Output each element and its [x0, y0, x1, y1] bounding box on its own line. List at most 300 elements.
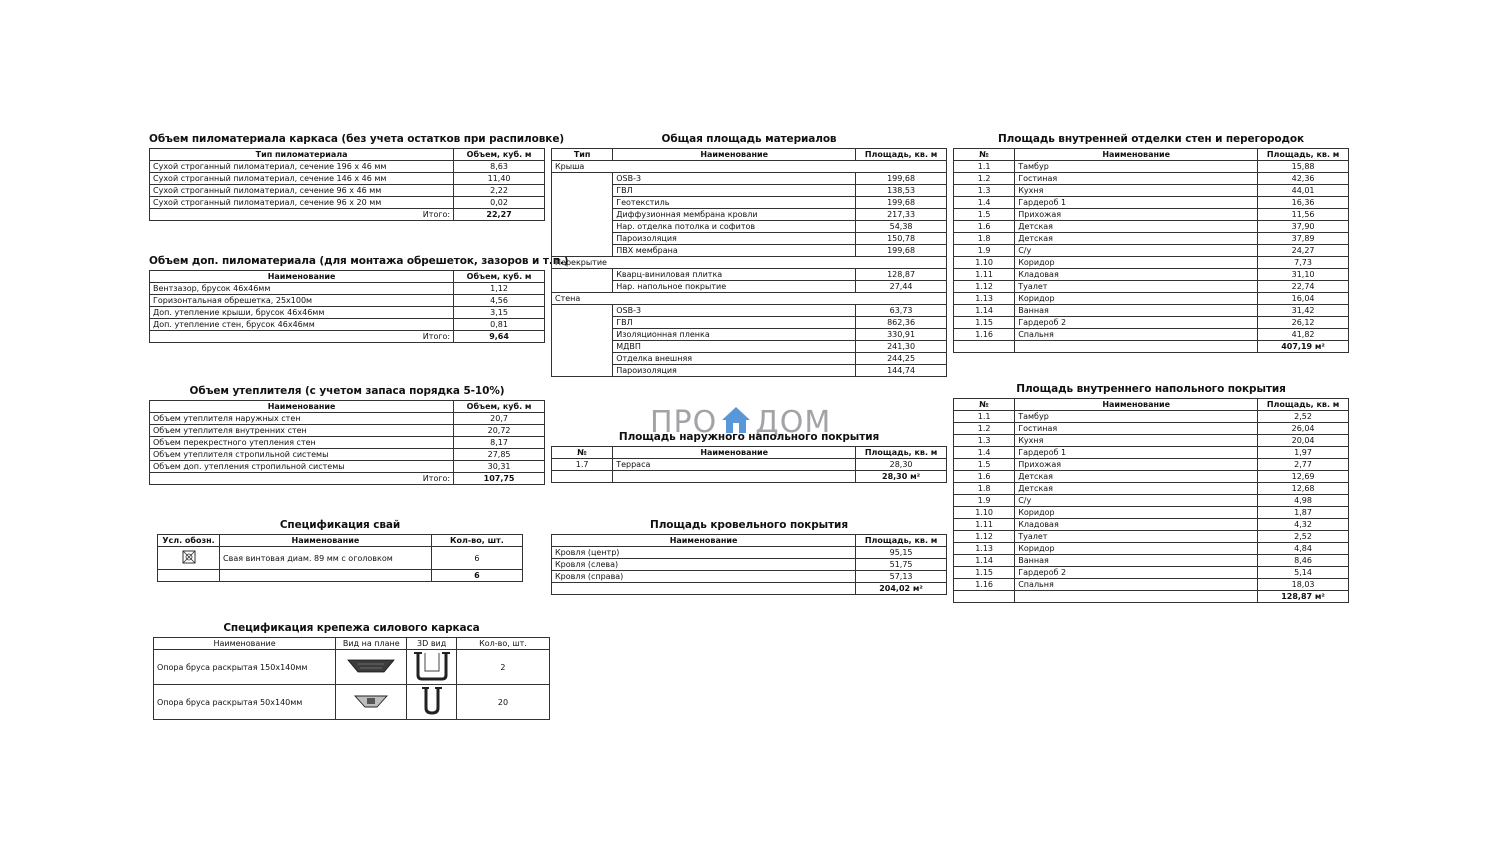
column-header: Наименование [1015, 149, 1258, 161]
table-row [954, 269, 1349, 281]
cell-value: 16,04 [1258, 293, 1349, 305]
cell-name: Кладовая [1015, 519, 1258, 531]
bracket-plan-icon [353, 692, 389, 710]
column-header: Вид на плане [336, 638, 407, 650]
roofing-table [551, 534, 947, 595]
empty-cell [552, 471, 613, 483]
cell-name: МДВП [613, 341, 856, 353]
cell-name: Опора бруса раскрытая 150х140мм [154, 650, 336, 685]
cell-value: 8,46 [1258, 555, 1349, 567]
group-row [552, 257, 947, 269]
table-row [552, 559, 947, 571]
insulation-section [149, 385, 545, 485]
cell-number: 1.13 [954, 293, 1015, 305]
cell-value: 0,02 [454, 197, 545, 209]
cell-number: 1.16 [954, 329, 1015, 341]
table-row [150, 425, 545, 437]
cell-name: Гардероб 2 [1015, 567, 1258, 579]
group-type-floor: Перекрытие [552, 257, 947, 269]
cell-name: Кровля (слева) [552, 559, 856, 571]
cell-value: 2,52 [1258, 531, 1349, 543]
empty-cell [1015, 341, 1258, 353]
table-row [954, 507, 1349, 519]
group-row [552, 161, 947, 173]
piles-table [157, 534, 523, 582]
cell-name: Кровля (центр) [552, 547, 856, 559]
cell-value: 24,27 [1258, 245, 1349, 257]
table-row [954, 257, 1349, 269]
cell-value: 26,04 [1258, 423, 1349, 435]
table-row [954, 579, 1349, 591]
total-label: Итого: [150, 209, 454, 221]
table-row [150, 461, 545, 473]
table-row [154, 685, 550, 720]
table-row [150, 173, 545, 185]
column-header: № [552, 447, 613, 459]
cell-value: 44,01 [1258, 185, 1349, 197]
group-spacer [552, 173, 613, 257]
extra-lumber-title: Объем доп. пиломатериала (для монтажа обрешеток, зазоров и т.п.) [149, 255, 569, 267]
table-row [552, 305, 947, 317]
cell-value: 41,82 [1258, 329, 1349, 341]
total-row [954, 341, 1349, 353]
total-value: 9,64 [454, 331, 545, 343]
cell-number: 1.2 [954, 173, 1015, 185]
table-row [954, 447, 1349, 459]
column-header: № [954, 399, 1015, 411]
wall-finish-title: Площадь внутренней отделки стен и перегородок [997, 133, 1305, 145]
cell-value: 18,03 [1258, 579, 1349, 591]
cell-value: 128,87 [856, 269, 947, 281]
cell-name: Пароизоляция [613, 365, 856, 377]
table-row [954, 233, 1349, 245]
cell-value: 22,74 [1258, 281, 1349, 293]
cell-number: 1.5 [954, 209, 1015, 221]
cell-name: Объем перекрестного утепления стен [150, 437, 454, 449]
cell-value: 138,53 [856, 185, 947, 197]
table-row [954, 209, 1349, 221]
cell-name: Горизонтальная обрешетка, 25х100м [150, 295, 454, 307]
fasteners-section [153, 622, 550, 720]
plan-view-cell [336, 685, 407, 720]
cell-name: Детская [1015, 221, 1258, 233]
column-header: Наименование [220, 535, 432, 547]
empty-cell [220, 570, 432, 582]
cell-name: Кладовая [1015, 269, 1258, 281]
bracket-plan-icon [346, 657, 396, 675]
column-header: Тип [552, 149, 613, 161]
cell-name: Туалет [1015, 281, 1258, 293]
table-row [552, 173, 947, 185]
3d-view-cell [407, 650, 457, 685]
outdoor-floor-table [551, 446, 947, 483]
cell-name: Ванная [1015, 305, 1258, 317]
cell-name: Гардероб 1 [1015, 447, 1258, 459]
table-row [150, 197, 545, 209]
total-value: 22,27 [454, 209, 545, 221]
cell-value: 244,25 [856, 353, 947, 365]
total-row [150, 331, 545, 343]
cell-number: 1.3 [954, 185, 1015, 197]
column-header: 3D вид [407, 638, 457, 650]
cell-number: 1.9 [954, 245, 1015, 257]
cell-value: 217,33 [856, 209, 947, 221]
cell-value: 12,69 [1258, 471, 1349, 483]
extra-lumber-table [149, 270, 545, 343]
table-row [150, 319, 545, 331]
table-row [150, 437, 545, 449]
total-value: 107,75 [454, 473, 545, 485]
cell-value: 150,78 [856, 233, 947, 245]
floor-cover-title: Площадь внутреннего напольного покрытия [1016, 383, 1286, 395]
cell-value: 199,68 [856, 173, 947, 185]
bracket-3d-icon [413, 651, 451, 681]
insulation-table [149, 400, 545, 485]
cell-name: Прихожая [1015, 209, 1258, 221]
cell-value: 2,52 [1258, 411, 1349, 423]
cell-value: 26,12 [1258, 317, 1349, 329]
cell-value: 330,91 [856, 329, 947, 341]
cell-number: 1.6 [954, 471, 1015, 483]
cell-name: Объем доп. утепления стропильной системы [150, 461, 454, 473]
cell-value: 8,17 [454, 437, 545, 449]
cell-name: Коридор [1015, 257, 1258, 269]
total-row [552, 583, 947, 595]
total-value: 28,30 м² [856, 471, 947, 483]
cell-name: OSB-3 [613, 173, 856, 185]
total-row [150, 209, 545, 221]
cell-name: Пароизоляция [613, 233, 856, 245]
cell-name: Прихожая [1015, 459, 1258, 471]
roofing-section [551, 519, 947, 595]
total-row [552, 471, 947, 483]
cell-number: 1.8 [954, 483, 1015, 495]
empty-cell [158, 570, 220, 582]
table-row [954, 185, 1349, 197]
cell-number: 1.4 [954, 447, 1015, 459]
pile-symbol-cell [158, 547, 220, 570]
lumber-volume-section [149, 133, 565, 221]
total-value: 204,02 м² [856, 583, 947, 595]
floor-cover-section [953, 383, 1349, 603]
cell-value: 31,42 [1258, 305, 1349, 317]
group-row [552, 293, 947, 305]
cell-number: 1.14 [954, 305, 1015, 317]
table-row [552, 571, 947, 583]
table-row [954, 471, 1349, 483]
cell-name: Отделка внешняя [613, 353, 856, 365]
cell-value: 4,98 [1258, 495, 1349, 507]
cell-value: 95,15 [856, 547, 947, 559]
column-header: Площадь, кв. м [856, 149, 947, 161]
cell-value: 4,84 [1258, 543, 1349, 555]
table-row [954, 495, 1349, 507]
cell-name: Спальня [1015, 329, 1258, 341]
column-header: Наименование [1015, 399, 1258, 411]
empty-cell [954, 591, 1015, 603]
cell-number: 1.11 [954, 519, 1015, 531]
cell-number: 1.3 [954, 435, 1015, 447]
insulation-title: Объем утеплителя (с учетом запаса порядка 5-10%) [189, 385, 505, 397]
cell-number: 1.13 [954, 543, 1015, 555]
column-header: Площадь, кв. м [1258, 399, 1349, 411]
cell-number: 1.1 [954, 411, 1015, 423]
column-header: Объем, куб. м [454, 401, 545, 413]
cell-value: 20,72 [454, 425, 545, 437]
cell-name: Сухой строганный пиломатериал, сечение 196 х 46 мм [150, 161, 454, 173]
cell-number: 1.10 [954, 257, 1015, 269]
cell-value: 57,13 [856, 571, 947, 583]
cell-name: Нар. напольное покрытие [613, 281, 856, 293]
table-row [954, 519, 1349, 531]
column-header: Наименование [150, 271, 454, 283]
table-row [954, 317, 1349, 329]
cell-name: Ванная [1015, 555, 1258, 567]
cell-name: Гостиная [1015, 173, 1258, 185]
cell-name: Коридор [1015, 293, 1258, 305]
cell-number: 1.12 [954, 281, 1015, 293]
empty-cell [552, 583, 856, 595]
cell-number: 1.2 [954, 423, 1015, 435]
cell-value: 7,73 [1258, 257, 1349, 269]
cell-name: ГВЛ [613, 317, 856, 329]
fasteners-table [153, 637, 550, 720]
column-header: Наименование [150, 401, 454, 413]
column-header: Кол-во, шт. [431, 535, 522, 547]
column-header: Наименование [613, 447, 856, 459]
cell-number: 1.11 [954, 269, 1015, 281]
cell-number: 1.15 [954, 317, 1015, 329]
table-row [552, 459, 947, 471]
wall-finish-section [953, 133, 1349, 353]
cell-value: 20 [456, 685, 549, 720]
cell-value: 37,90 [1258, 221, 1349, 233]
cell-number: 1.6 [954, 221, 1015, 233]
cell-name: Доп. утепление стен, брусок 46х46мм [150, 319, 454, 331]
total-row [954, 591, 1349, 603]
cell-number: 1.7 [552, 459, 613, 471]
table-row [158, 547, 523, 570]
total-row [158, 570, 523, 582]
cell-value: 20,7 [454, 413, 545, 425]
plan-view-cell [336, 650, 407, 685]
table-row [954, 531, 1349, 543]
empty-cell [954, 341, 1015, 353]
column-header: Тип пиломатериала [150, 149, 454, 161]
table-row [954, 435, 1349, 447]
cell-name: Вентзазор, брусок 46х46мм [150, 283, 454, 295]
table-row [954, 423, 1349, 435]
cell-value: 5,14 [1258, 567, 1349, 579]
cell-number: 1.1 [954, 161, 1015, 173]
cell-value: 31,10 [1258, 269, 1349, 281]
cell-name: С/у [1015, 495, 1258, 507]
floor-cover-table [953, 398, 1349, 603]
table-row [954, 245, 1349, 257]
piles-section [157, 519, 523, 582]
cell-number: 1.14 [954, 555, 1015, 567]
cell-name: Объем утеплителя стропильной системы [150, 449, 454, 461]
cell-name: Изоляционная пленка [613, 329, 856, 341]
cell-value: 1,12 [454, 283, 545, 295]
piles-title: Спецификация свай [279, 519, 401, 531]
cell-name: OSB-3 [613, 305, 856, 317]
lumber-volume-title: Объем пиломатериала каркаса (без учета остатков при распиловке) [149, 133, 565, 145]
group-spacer [552, 305, 613, 377]
cell-name: Детская [1015, 471, 1258, 483]
total-value: 407,19 м² [1258, 341, 1349, 353]
table-row [954, 543, 1349, 555]
cell-value: 4,32 [1258, 519, 1349, 531]
cell-name: Туалет [1015, 531, 1258, 543]
cell-name: Нар. отделка потолка и софитов [613, 221, 856, 233]
cell-name: Кварц-виниловая плитка [613, 269, 856, 281]
group-type-wall: Стена [552, 293, 947, 305]
3d-view-cell [407, 685, 457, 720]
cell-value: 16,36 [1258, 197, 1349, 209]
fasteners-title: Спецификация крепежа силового каркаса [223, 622, 480, 634]
column-header: Площадь, кв. м [856, 535, 947, 547]
cell-name: ГВЛ [613, 185, 856, 197]
column-header: Объем, куб. м [454, 271, 545, 283]
table-row [954, 411, 1349, 423]
cell-value: 199,68 [856, 245, 947, 257]
cell-value: 199,68 [856, 197, 947, 209]
table-row [954, 221, 1349, 233]
table-row [954, 567, 1349, 579]
cell-number: 1.9 [954, 495, 1015, 507]
lumber-volume-table [149, 148, 545, 221]
total-row [150, 473, 545, 485]
table-row [954, 459, 1349, 471]
cell-value: 862,36 [856, 317, 947, 329]
cell-name: Терраса [613, 459, 856, 471]
cell-value: 6 [431, 547, 522, 570]
cell-value: 42,36 [1258, 173, 1349, 185]
cell-number: 1.12 [954, 531, 1015, 543]
cell-value: 2,77 [1258, 459, 1349, 471]
cell-value: 11,56 [1258, 209, 1349, 221]
column-header: Объем, куб. м [454, 149, 545, 161]
cell-name: Кровля (справа) [552, 571, 856, 583]
cell-name: Доп. утепление крыши, брусок 46х46мм [150, 307, 454, 319]
cell-value: 30,31 [454, 461, 545, 473]
table-row [552, 547, 947, 559]
cell-name: Сухой строганный пиломатериал, сечение 96 х 46 мм [150, 185, 454, 197]
cell-value: 0,81 [454, 319, 545, 331]
logo-text-right: ДОМ [755, 405, 832, 440]
cell-value: 37,89 [1258, 233, 1349, 245]
table-row [150, 449, 545, 461]
materials-table [551, 148, 947, 377]
group-spacer [552, 269, 613, 293]
cell-value: 20,04 [1258, 435, 1349, 447]
total-label: Итого: [150, 473, 454, 485]
cell-value: 241,30 [856, 341, 947, 353]
cell-number: 1.5 [954, 459, 1015, 471]
cell-value: 2,22 [454, 185, 545, 197]
table-row [150, 295, 545, 307]
cell-name: Детская [1015, 483, 1258, 495]
column-header: Кол-во, шт. [456, 638, 549, 650]
cell-value: 27,44 [856, 281, 947, 293]
table-row [954, 161, 1349, 173]
cell-name: Коридор [1015, 543, 1258, 555]
cell-name: Гостиная [1015, 423, 1258, 435]
bracket-3d-icon [420, 686, 444, 716]
group-type-roof: Крыша [552, 161, 947, 173]
cell-value: 27,85 [454, 449, 545, 461]
column-header: Площадь, кв. м [856, 447, 947, 459]
cell-value: 144,74 [856, 365, 947, 377]
cell-value: 1,97 [1258, 447, 1349, 459]
column-header: Наименование [613, 149, 856, 161]
cell-value: 63,73 [856, 305, 947, 317]
cell-value: 28,30 [856, 459, 947, 471]
cell-value: 12,68 [1258, 483, 1349, 495]
table-row [552, 269, 947, 281]
cell-name: Сухой строганный пиломатериал, сечение 146 х 46 мм [150, 173, 454, 185]
table-row [150, 283, 545, 295]
table-row [150, 413, 545, 425]
cell-name: Объем утеплителя наружных стен [150, 413, 454, 425]
table-row [150, 161, 545, 173]
cell-name: С/у [1015, 245, 1258, 257]
table-row [954, 173, 1349, 185]
cell-name: Гардероб 2 [1015, 317, 1258, 329]
cell-value: 11,40 [454, 173, 545, 185]
materials-title: Общая площадь материалов [661, 133, 837, 145]
table-row [954, 305, 1349, 317]
pile-symbol-icon [182, 550, 196, 564]
cell-name: Объем утеплителя внутренних стен [150, 425, 454, 437]
outdoor-floor-section [551, 431, 947, 483]
cell-name: Свая винтовая диам. 89 мм с оголовком [220, 547, 432, 570]
cell-value: 2 [456, 650, 549, 685]
cell-number: 1.10 [954, 507, 1015, 519]
outdoor-floor-title: Площадь наружного напольного покрытия [618, 431, 880, 443]
cell-name: Опора бруса раскрытая 50х140мм [154, 685, 336, 720]
table-row [954, 281, 1349, 293]
table-row [954, 293, 1349, 305]
cell-name: Геотекстиль [613, 197, 856, 209]
cell-name: Детская [1015, 233, 1258, 245]
column-header: Наименование [552, 535, 856, 547]
roofing-title: Площадь кровельного покрытия [650, 519, 848, 531]
column-header: Площадь, кв. м [1258, 149, 1349, 161]
total-value: 6 [431, 570, 522, 582]
total-label: Итого: [150, 331, 454, 343]
cell-name: Кухня [1015, 185, 1258, 197]
cell-value: 15,88 [1258, 161, 1349, 173]
cell-value: 54,38 [856, 221, 947, 233]
wall-finish-table [953, 148, 1349, 353]
cell-name: Спальня [1015, 579, 1258, 591]
cell-name: Гардероб 1 [1015, 197, 1258, 209]
column-header: Наименование [154, 638, 336, 650]
cell-value: 51,75 [856, 559, 947, 571]
cell-name: Кухня [1015, 435, 1258, 447]
total-value: 128,87 м² [1258, 591, 1349, 603]
column-header: Усл. обозн. [158, 535, 220, 547]
table-row [154, 650, 550, 685]
cell-value: 4,56 [454, 295, 545, 307]
cell-name: Тамбур [1015, 411, 1258, 423]
cell-value: 1,87 [1258, 507, 1349, 519]
column-header: № [954, 149, 1015, 161]
cell-value: 8,63 [454, 161, 545, 173]
cell-name: Тамбур [1015, 161, 1258, 173]
